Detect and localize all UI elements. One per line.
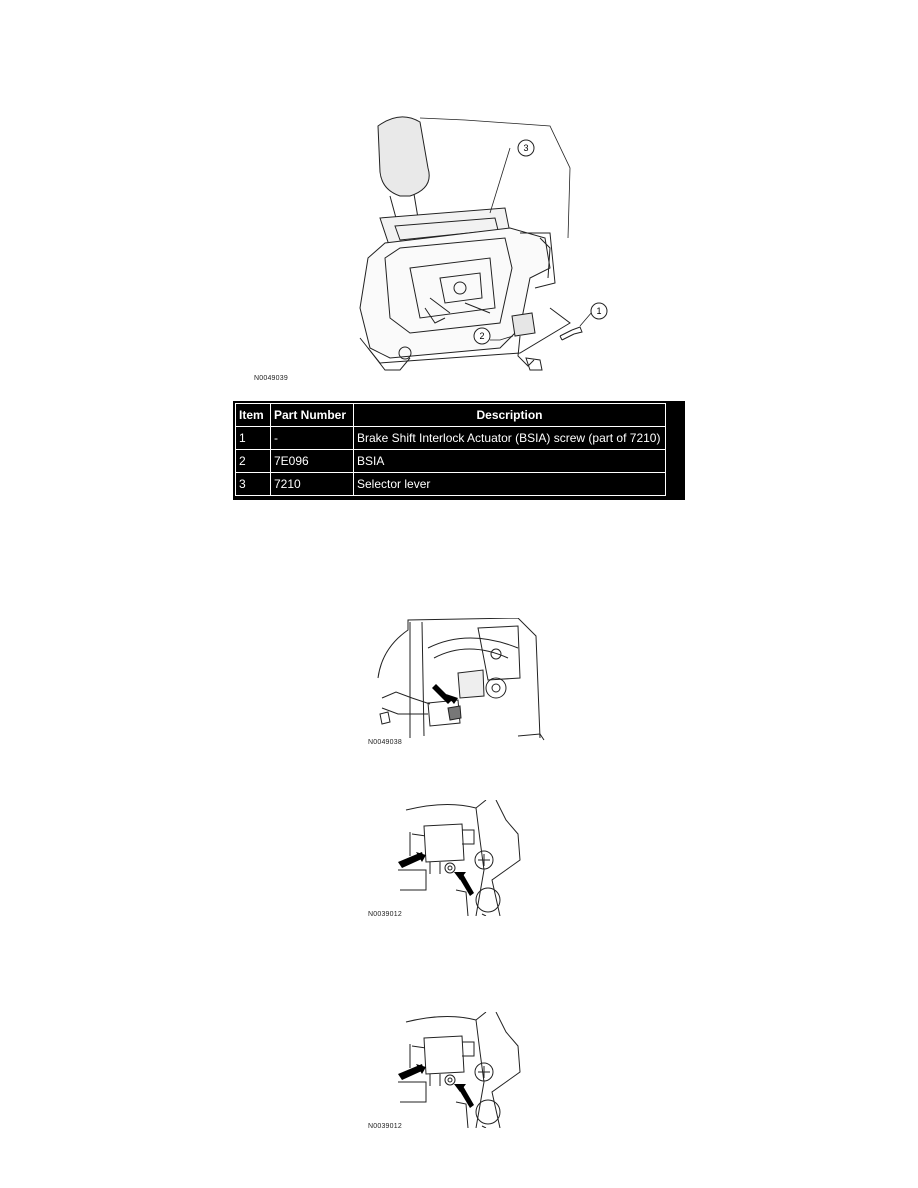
figure-bsia-removal bbox=[396, 800, 528, 916]
header-item: Item bbox=[236, 404, 271, 427]
table-header-row bbox=[236, 404, 666, 427]
selector-lever-illustration bbox=[250, 108, 620, 388]
row-description: Brake Shift Interlock Actuator (BSIA) screw (part of 7210) bbox=[354, 427, 666, 450]
figure-2-code: N0049038 bbox=[368, 739, 402, 746]
row-part-number: 7210 bbox=[271, 473, 354, 496]
figure-1-code: N0049039 bbox=[254, 375, 288, 382]
callout-2-label: 2 bbox=[479, 331, 485, 341]
callout-1-label: 1 bbox=[596, 306, 602, 316]
arrow-icon bbox=[432, 684, 452, 704]
figure-electrical-connector bbox=[368, 618, 550, 746]
row-part-number: 7E096 bbox=[271, 450, 354, 473]
row-item: 1 bbox=[236, 427, 271, 450]
bsia-removal-illustration bbox=[396, 800, 528, 916]
header-description: Description bbox=[354, 404, 666, 427]
parts-table-container bbox=[233, 401, 685, 500]
row-item: 3 bbox=[236, 473, 271, 496]
figure-bsia-installation bbox=[396, 1012, 528, 1128]
callout-3-label: 3 bbox=[523, 143, 529, 153]
row-description: BSIA bbox=[354, 450, 666, 473]
row-part-number: - bbox=[271, 427, 354, 450]
table-row bbox=[236, 450, 666, 473]
figure-4-code: N0039012 bbox=[368, 1123, 402, 1130]
bsia-installation-illustration bbox=[396, 1012, 528, 1128]
row-item: 2 bbox=[236, 450, 271, 473]
parts-table bbox=[235, 403, 666, 496]
row-description: Selector lever bbox=[354, 473, 666, 496]
table-row bbox=[236, 427, 666, 450]
figure-selector-lever-assembly bbox=[250, 108, 620, 388]
figure-3-code: N0039012 bbox=[368, 911, 402, 918]
connector-illustration bbox=[368, 618, 550, 746]
table-row bbox=[236, 473, 666, 496]
header-part-number: Part Number bbox=[271, 404, 354, 427]
